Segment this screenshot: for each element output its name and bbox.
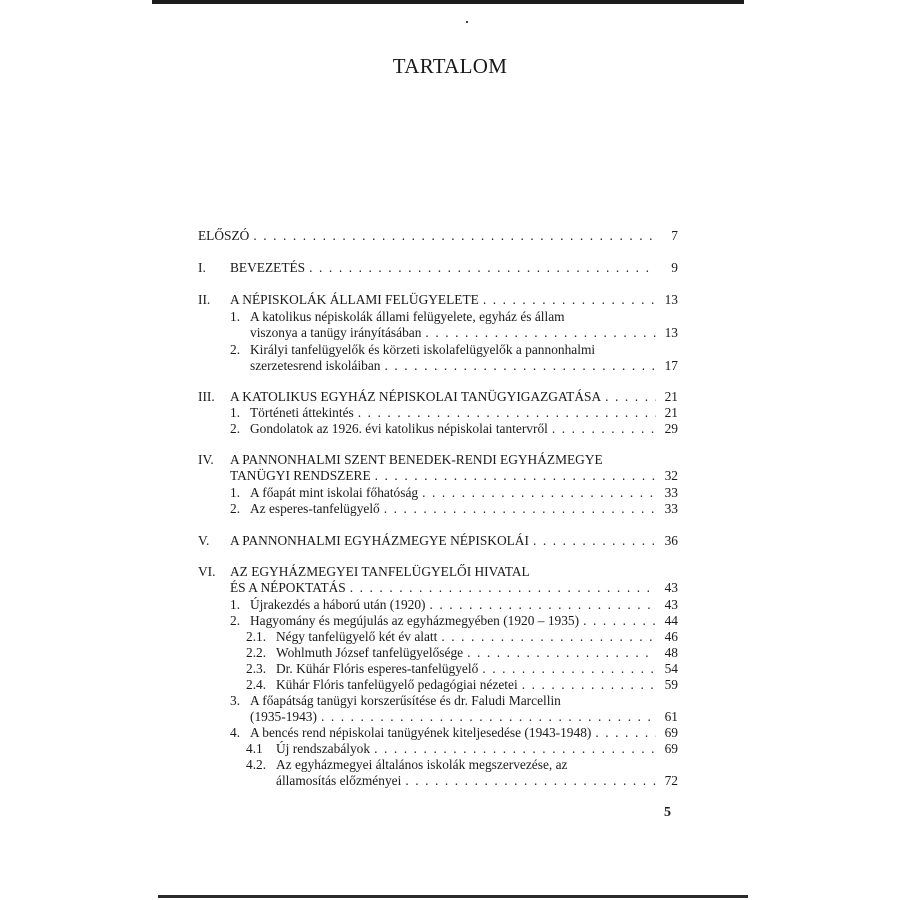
toc-entry-title: A PANNONHALMI SZENT BENEDEK-RENDI EGYHÁZMEGYE [230,452,603,467]
toc-entry [198,501,678,518]
toc-entry [198,677,678,694]
toc-entry-title: ELŐSZÓ [198,228,250,243]
toc-leader-dots [371,468,656,484]
toc-entry-page: 59 [664,677,678,692]
toc-entry-page: 17 [664,358,678,373]
page-number: 5 [664,805,671,820]
toc-leader-dots [249,228,656,244]
toc-entry-title: Hagyomány és megújulás az egyházmegyében (1920 – 1935) [250,613,580,628]
toc-entry [198,741,678,758]
toc-entry [198,709,678,726]
toc-entry-page: 61 [664,709,678,724]
toc-entry-number: 4.1 [246,741,263,756]
toc-leader-dots [478,661,656,677]
toc-entry-page: 72 [664,773,678,788]
toc-entry-page: 33 [664,501,678,516]
toc-entry-title: Gondolatok az 1926. évi katolikus népiskolai tantervről [250,421,548,436]
toc-entry-number: 2.4. [246,677,267,692]
toc-entry-title: A főapátság tanügyi korszerűsítése és dr. Faludi Marcellin [250,693,561,708]
toc-leader-dots [548,421,656,437]
toc-leader-dots [401,773,656,789]
toc-entry-number: 1. [230,597,241,612]
toc-entry [198,228,678,245]
toc-entry-title: Új rendszabályok [276,741,371,756]
toc-entry [198,773,678,790]
toc-entry-page: 43 [664,580,678,595]
toc-entry-number: V. [198,533,210,548]
toc-entry-page: 21 [664,405,678,420]
toc-entry [198,389,678,406]
toc-entry-title: Négy tanfelügyelő két év alatt [276,629,438,644]
toc-leader-dots [529,533,656,549]
toc-leader-dots [317,709,656,725]
toc-leader-dots [381,358,657,374]
toc-entry-title: A NÉPISKOLÁK ÁLLAMI FELÜGYELETE [230,292,479,307]
toc-entry-title: államosítás előzményei [276,773,402,788]
toc-entry-title: ÉS A NÉPOKTATÁS [230,580,346,595]
toc-entry-page: 29 [664,421,678,436]
toc-entry-number: 1. [230,309,241,324]
toc-entry-number: 4. [230,725,241,740]
toc-entry-number: IV. [198,452,214,467]
toc-entry-number: 1. [230,405,241,420]
toc-leader-dots [305,260,656,276]
toc-entry-number: 2.1. [246,629,267,644]
toc-entry-title: TANÜGYI RENDSZERE [230,468,371,483]
scan-speck [466,21,468,23]
toc-leader-dots [354,405,656,421]
toc-leader-dots [463,645,656,661]
toc-entry [198,693,678,710]
toc-entry-page: 13 [664,292,678,307]
toc-leader-dots [426,597,657,613]
toc-entry-page: 9 [671,260,678,275]
toc-leader-dots [591,725,656,741]
toc-entry-page: 33 [664,485,678,500]
toc-entry-number: I. [198,260,206,275]
toc-entry-number: 2.2. [246,645,267,660]
toc-entry [198,421,678,438]
toc-entry-page: 69 [664,725,678,740]
toc-leader-dots [437,629,656,645]
toc-entry [198,725,678,742]
toc-entry-page: 48 [664,645,678,660]
toc-entry [198,661,678,678]
toc-entry-number: III. [198,389,215,404]
toc-entry [198,452,678,469]
toc-leader-dots [346,580,656,596]
toc-entry-title: A katolikus népiskolák állami felügyelete, egyház és állam [250,309,565,324]
scan-edge-bottom [158,895,748,898]
toc-entry-title: A KATOLIKUS EGYHÁZ NÉPISKOLAI TANÜGYIGAZGATÁSA [230,389,602,404]
toc-entry [198,645,678,662]
toc-leader-dots [418,485,656,501]
toc-entry-title: Az egyházmegyei általános iskolák megszervezése, az [276,757,568,772]
toc-entry-page: 44 [664,613,678,628]
toc-entry-title: A főapát mint iskolai főhatóság [250,485,419,500]
toc-entry [198,613,678,630]
toc-entry-title: (1935-1943) [250,709,317,724]
toc-entry-number: 2. [230,613,241,628]
toc-entry [198,325,678,342]
toc-entry-page: 43 [664,597,678,612]
toc-entry-number: II. [198,292,211,307]
toc-entry-title: A bencés rend népiskolai tanügyének kiteljesedése (1943-1948) [250,725,592,740]
toc-entry-page: 69 [664,741,678,756]
toc-entry-title: AZ EGYHÁZMEGYEI TANFELÜGYELŐI HIVATAL [230,564,530,579]
toc-entry-number: VI. [198,564,216,579]
toc-entry [198,580,678,597]
toc-entry-number: 2.3. [246,661,267,676]
toc-entry [198,757,678,774]
toc-entry-page: 21 [664,389,678,404]
toc-entry-number: 2. [230,501,241,516]
toc-entry [198,309,678,326]
toc-entry-title: Kühár Flóris tanfelügyelő pedagógiai nézetei [276,677,518,692]
toc-entry-page: 32 [664,468,678,483]
toc-entry [198,342,678,359]
toc-entry-number: 2. [230,342,241,357]
toc-entry [198,485,678,502]
toc-entry [198,533,678,550]
toc-entry-number: 1. [230,485,241,500]
toc-entry [198,468,678,485]
toc-entry-title: Dr. Kühár Flóris esperes-tanfelügyelő [276,661,479,676]
toc-entry [198,597,678,614]
toc-entry-title: A PANNONHALMI EGYHÁZMEGYE NÉPISKOLÁI [230,533,529,548]
toc-leader-dots [421,325,656,341]
toc-entry-title: Wohlmuth József tanfelügyelősége [276,645,464,660]
toc-entry [198,564,678,581]
toc-leader-dots [380,501,656,517]
scan-edge-top [152,0,744,4]
toc-leader-dots [479,292,656,308]
toc-leader-dots [370,741,656,757]
toc-entry-title: viszonya a tanügy irányításában [250,325,422,340]
toc-entry-page: 54 [664,661,678,676]
toc-entry [198,358,678,375]
toc-entry-number: 4.2. [246,757,267,772]
toc-entry [198,629,678,646]
toc-entry-number: 2. [230,421,241,436]
toc-entry [198,260,678,277]
toc-entry-title: Történeti áttekintés [250,405,354,420]
toc-leader-dots [601,389,656,405]
toc-leader-dots [579,613,656,629]
toc-entry-title: BEVEZETÉS [230,260,306,275]
page-title: TARTALOM [392,54,508,78]
toc-entry-page: 46 [664,629,678,644]
toc-entry-page: 36 [664,533,678,548]
toc-entry-title: Királyi tanfelügyelők és körzeti iskolafelügyelők a pannonhalmi [250,342,596,357]
toc-entry-page: 7 [671,228,678,243]
toc-entry [198,292,678,309]
toc-entry-title: Újrakezdés a háború után (1920) [250,597,426,612]
toc-entry [198,405,678,422]
toc-leader-dots [518,677,656,693]
toc-entry-number: 3. [230,693,241,708]
toc-entry-title: szerzetesrend iskoláiban [250,358,381,373]
toc-entry-title: Az esperes-tanfelügyelő [250,501,380,516]
toc-entry-page: 13 [664,325,678,340]
